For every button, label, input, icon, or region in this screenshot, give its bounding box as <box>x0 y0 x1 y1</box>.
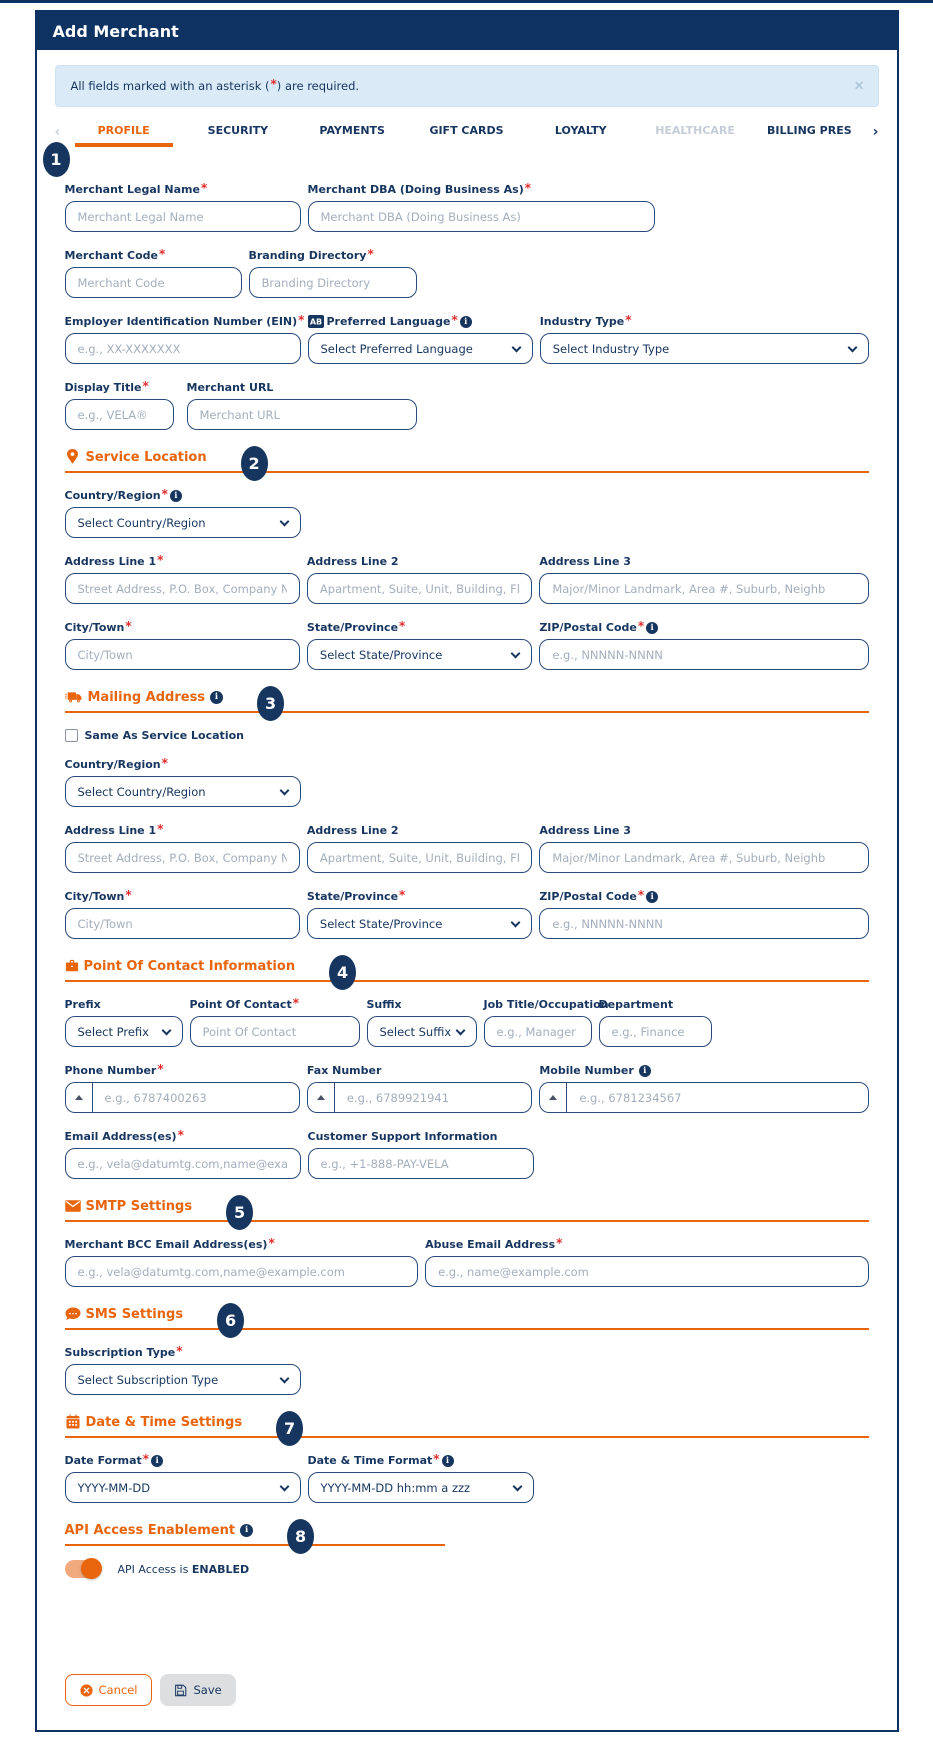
merchant-code-label: Merchant Code * <box>64 246 166 262</box>
section-divider <box>65 711 869 713</box>
job-title-label: Job Title/Occupation <box>483 998 609 1011</box>
ma-address2-input[interactable] <box>307 842 532 873</box>
customer-support-input[interactable] <box>308 1148 534 1179</box>
phone-caret-icon <box>549 1095 557 1100</box>
map-pin-icon <box>65 449 81 465</box>
step-badge-2: 2 <box>241 446 268 481</box>
section-divider <box>65 1328 869 1330</box>
date-format-select[interactable]: YYYY-MM-DD <box>65 1472 301 1503</box>
department-input[interactable] <box>599 1016 712 1047</box>
tab-billing-pres[interactable]: BILLING PRES <box>767 123 852 137</box>
calendar-icon <box>65 1414 81 1430</box>
envelope-icon <box>65 1198 81 1214</box>
date-format-label: Date Format * i <box>65 1454 301 1467</box>
ma-zip-input[interactable] <box>539 908 868 939</box>
ma-city-label: City/Town * <box>64 887 132 903</box>
branding-directory-input[interactable] <box>249 267 417 298</box>
chevron-down-icon <box>279 516 289 526</box>
subscription-type-select[interactable]: Select Subscription Type <box>65 1364 301 1395</box>
smtp-heading: SMTP Settings 5 <box>65 1196 869 1216</box>
cancel-button[interactable]: Cancel <box>65 1674 153 1706</box>
info-icon: i <box>460 316 472 328</box>
fax-number-input[interactable] <box>334 1082 532 1113</box>
required-fields-alert <box>55 65 879 107</box>
section-divider <box>65 471 869 473</box>
preferred-language-label: AB Preferred Language * i <box>308 315 533 328</box>
info-icon: i <box>240 1524 253 1537</box>
tabs-next-chevron-icon[interactable]: › <box>872 124 879 140</box>
merchant-legal-name-label: Merchant Legal Name * <box>64 180 208 196</box>
same-as-service-location-label: Same As Service Location <box>84 729 244 742</box>
mobile-number-label: Mobile Number i <box>539 1064 868 1077</box>
tab-payments[interactable]: PAYMENTS <box>319 123 385 137</box>
subscription-type-label: Subscription Type * <box>64 1343 183 1359</box>
step-badge-3: 3 <box>257 686 284 721</box>
ma-city-input[interactable] <box>65 908 300 939</box>
phone-number-label: Phone Number * <box>64 1061 164 1077</box>
datetime-format-label: Date & Time Format * i <box>308 1454 534 1467</box>
toggle-knob <box>81 1558 102 1579</box>
datetime-heading: Date & Time Settings 7 <box>65 1412 869 1432</box>
step-badge-8: 8 <box>287 1519 314 1554</box>
datetime-format-select[interactable]: YYYY-MM-DD hh:mm a zzz <box>308 1472 534 1503</box>
industry-type-label: Industry Type * <box>539 312 632 328</box>
merchant-code-input[interactable] <box>65 267 242 298</box>
phone-caret-icon <box>317 1095 325 1100</box>
sl-city-input[interactable] <box>65 639 300 670</box>
info-icon: i <box>210 691 223 704</box>
alert-asterisk: * <box>270 77 277 91</box>
tabs-prev-chevron-icon[interactable]: ‹ <box>54 124 61 140</box>
fax-number-label: Fax Number <box>306 1064 382 1077</box>
department-label: Department <box>598 998 674 1011</box>
chevron-down-icon <box>511 342 521 352</box>
sl-country-region-label: Country/Region * i <box>65 489 301 502</box>
step-badge-6: 6 <box>217 1303 244 1338</box>
bcc-email-input[interactable] <box>65 1256 419 1287</box>
merchant-dba-label: Merchant DBA (Doing Business As) * <box>307 180 532 196</box>
chevron-down-icon <box>279 1481 289 1491</box>
email-addresses-input[interactable] <box>65 1148 301 1179</box>
ma-address2-label: Address Line 2 <box>306 824 399 837</box>
merchant-url-input[interactable] <box>187 399 417 430</box>
sl-state-label: State/Province * <box>306 618 406 634</box>
abuse-email-input[interactable] <box>425 1256 868 1287</box>
info-icon: i <box>151 1455 163 1467</box>
chevron-down-icon <box>279 1373 289 1383</box>
merchant-dba-input[interactable] <box>308 201 655 232</box>
section-divider <box>65 980 869 982</box>
section-divider <box>65 1436 869 1438</box>
mailing-address-heading: Mailing Address i 3 <box>65 687 869 707</box>
chevron-down-icon <box>511 917 521 927</box>
info-icon: i <box>639 1065 651 1077</box>
tab-loyalty[interactable]: LOYALTY <box>554 123 607 137</box>
suffix-label: Suffix <box>366 998 402 1011</box>
sl-address2-input[interactable] <box>307 573 532 604</box>
translate-icon <box>308 315 324 328</box>
save-floppy-icon <box>174 1684 187 1697</box>
info-icon: i <box>646 891 658 903</box>
suffix-select[interactable]: Select Suffix <box>367 1016 477 1047</box>
point-of-contact-input[interactable] <box>190 1016 360 1047</box>
phone-caret-icon <box>75 1095 83 1100</box>
tab-profile[interactable]: PROFILE <box>67 118 181 147</box>
info-icon: i <box>170 490 182 502</box>
ma-address1-input[interactable] <box>65 842 300 873</box>
email-addresses-label: Email Address(es) * <box>64 1127 184 1143</box>
ma-state-select[interactable]: Select State/Province <box>307 908 532 939</box>
save-button[interactable]: Save <box>160 1674 235 1706</box>
display-title-input[interactable] <box>65 399 174 430</box>
form-footer <box>65 1674 869 1706</box>
ma-country-region-label: Country/Region * <box>64 755 168 771</box>
chevron-down-icon <box>279 785 289 795</box>
poc-heading: Point Of Contact Information 4 <box>65 956 869 976</box>
sl-address3-label: Address Line 3 <box>539 555 631 568</box>
sl-city-label: City/Town * <box>64 618 132 634</box>
ma-address3-input[interactable] <box>539 842 868 873</box>
service-location-heading: Service Location 2 <box>65 447 869 467</box>
sms-heading: SMS Settings 6 <box>65 1304 869 1324</box>
ein-label: Employer Identification Number (EIN) * <box>64 312 305 328</box>
phone-number-input[interactable] <box>92 1082 300 1113</box>
chevron-down-icon <box>847 342 857 352</box>
api-access-state: ENABLED <box>191 1562 250 1576</box>
phone-country-selector[interactable] <box>65 1082 92 1113</box>
alert-text-prefix: All fields marked with an asterisk ( <box>70 79 270 93</box>
merchant-legal-name-input[interactable] <box>65 201 301 232</box>
tab-bar <box>49 115 885 149</box>
ein-input[interactable] <box>65 333 301 364</box>
section-divider <box>65 1544 445 1546</box>
svg-text:AB: AB <box>309 317 322 327</box>
page-top-strip <box>0 0 933 3</box>
prefix-select[interactable]: Select Prefix <box>65 1016 183 1047</box>
chat-bubble-icon <box>65 1306 81 1322</box>
point-of-contact-label: Point Of Contact * <box>189 995 299 1011</box>
step-badge-1: 1 <box>43 142 70 177</box>
sl-state-select[interactable]: Select State/Province <box>307 639 532 670</box>
prefix-label: Prefix <box>64 998 101 1011</box>
tab-security[interactable]: SECURITY <box>207 123 269 137</box>
mobile-country-selector[interactable] <box>539 1082 566 1113</box>
api-access-toggle[interactable] <box>65 1560 101 1578</box>
ma-address1-label: Address Line 1 * <box>64 821 164 837</box>
api-access-status-text: API Access is ENABLED <box>117 1562 250 1576</box>
industry-type-select[interactable]: Select Industry Type <box>540 333 869 364</box>
branding-directory-label: Branding Directory * <box>248 246 374 262</box>
sl-address3-input[interactable] <box>539 573 868 604</box>
sl-address1-input[interactable] <box>65 573 300 604</box>
tab-gift-cards[interactable]: GIFT CARDS <box>429 123 504 137</box>
section-divider <box>65 1220 869 1222</box>
briefcase-icon <box>65 958 79 974</box>
info-icon: i <box>646 622 658 634</box>
job-title-input[interactable] <box>484 1016 592 1047</box>
chevron-down-icon <box>161 1025 171 1035</box>
ma-address3-label: Address Line 3 <box>539 824 631 837</box>
display-title-label: Display Title * <box>64 378 149 394</box>
close-icon[interactable]: × <box>853 78 865 94</box>
info-icon: i <box>442 1455 454 1467</box>
merchant-url-label: Merchant URL <box>186 381 274 394</box>
preferred-language-select[interactable]: Select Preferred Language <box>308 333 533 364</box>
fax-country-selector[interactable] <box>307 1082 334 1113</box>
truck-icon <box>65 689 83 705</box>
profile-form <box>37 149 897 1730</box>
chevron-down-icon <box>512 1481 522 1491</box>
customer-support-label: Customer Support Information <box>307 1130 498 1143</box>
ma-state-label: State/Province * <box>306 887 406 903</box>
chevron-down-icon <box>511 648 521 658</box>
step-badge-7: 7 <box>276 1411 303 1446</box>
tab-healthcare: HEALTHCARE <box>655 123 735 137</box>
add-merchant-card <box>35 10 899 1732</box>
mobile-number-input[interactable] <box>566 1082 868 1113</box>
bcc-email-label: Merchant BCC Email Address(es) * <box>64 1235 275 1251</box>
abuse-email-label: Abuse Email Address * <box>425 1235 563 1251</box>
cancel-circle-icon <box>80 1684 93 1697</box>
sl-zip-label: ZIP/Postal Code * i <box>539 621 868 634</box>
sl-address2-label: Address Line 2 <box>306 555 399 568</box>
chevron-down-icon <box>455 1025 465 1035</box>
ma-zip-label: ZIP/Postal Code * i <box>539 890 868 903</box>
sl-zip-input[interactable] <box>539 639 868 670</box>
step-badge-5: 5 <box>226 1195 253 1230</box>
sl-address1-label: Address Line 1 * <box>64 552 164 568</box>
sl-country-region-select[interactable]: Select Country/Region <box>65 507 301 538</box>
alert-text-suffix: ) are required. <box>276 79 360 93</box>
ma-country-region-select[interactable]: Select Country/Region <box>65 776 301 807</box>
page-title: Add Merchant <box>37 12 897 50</box>
step-badge-4: 4 <box>329 955 356 990</box>
api-access-heading: API Access Enablement i 8 <box>65 1520 869 1540</box>
same-as-service-location-checkbox[interactable] <box>65 729 78 742</box>
